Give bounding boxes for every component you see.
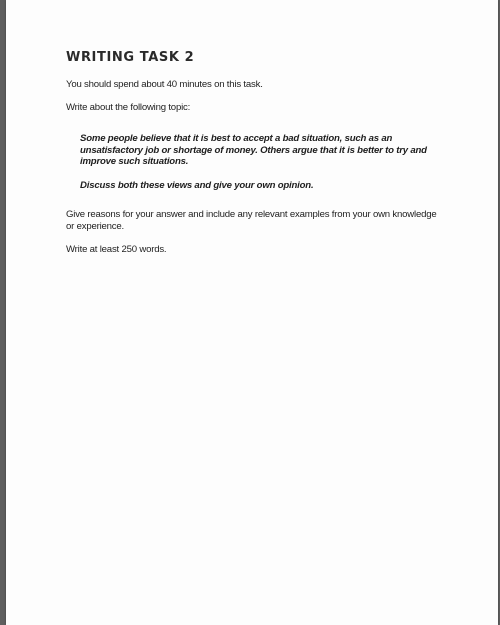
- topic-instruction: Write about the following topic:: [66, 102, 191, 113]
- document-page: [6, 0, 498, 625]
- topic-block: [80, 133, 432, 191]
- topic-statement: Some people believe that it is best to accept a bad situation, such as an unsatisfactory job or shortage of money. Others argue that it is better to try and improve such situations.: [80, 133, 427, 167]
- reasons-instruction: Give reasons for your answer and include any relevant examples from your own knowledge or experience.: [66, 209, 437, 232]
- closing-instructions: [66, 209, 446, 256]
- word-count-instruction: Write at least 250 words.: [66, 244, 167, 255]
- task-title: WRITING TASK 2: [66, 50, 195, 65]
- topic-prompt: Discuss both these views and give your own opinion.: [80, 179, 314, 191]
- time-instruction: You should spend about 40 minutes on this task.: [66, 79, 263, 90]
- task-content: [66, 50, 446, 267]
